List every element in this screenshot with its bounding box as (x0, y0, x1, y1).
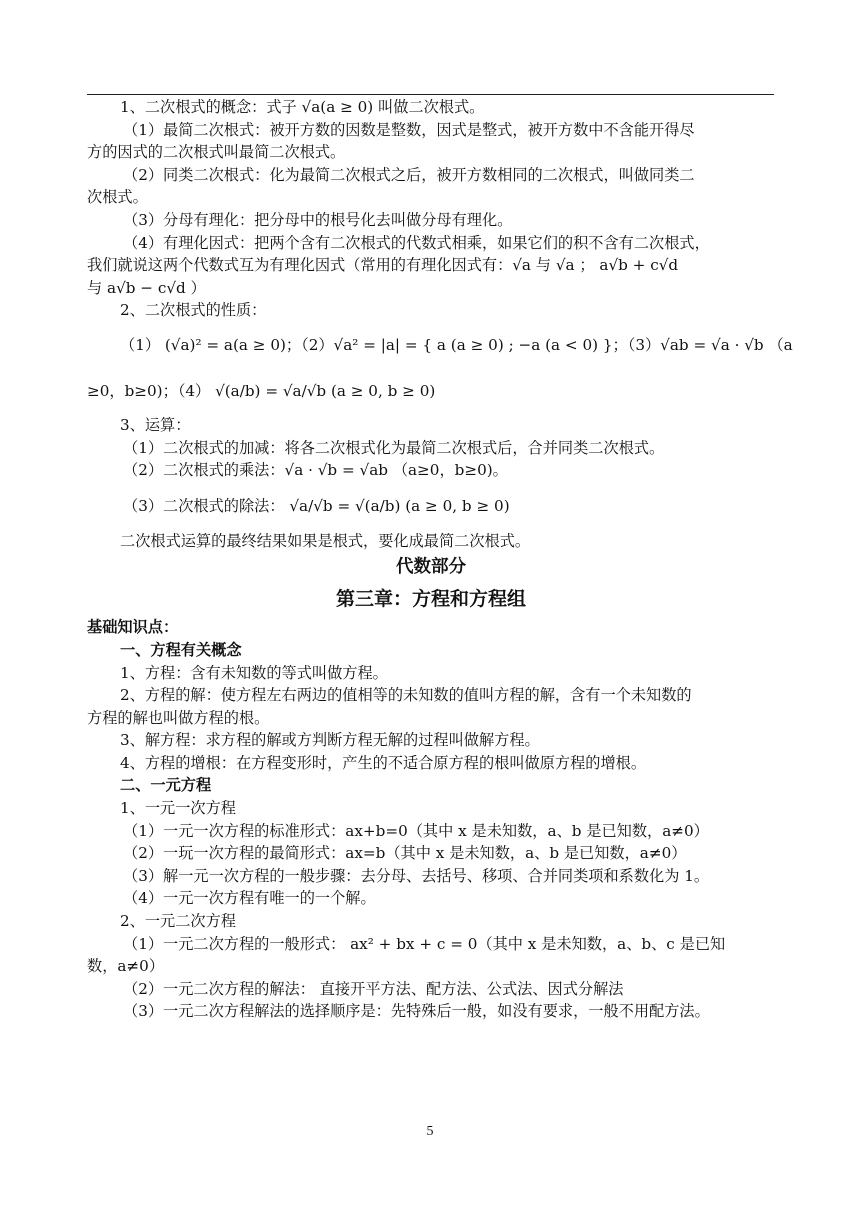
subsection-heading: 二、一元方程 (120, 776, 212, 795)
formula-line: （1） (√a)² = a(a ≥ 0)；（2）√a² = |a| = { a (a ≥ 0) ; −a (a < 0) }；（3）√ab = √a · √b （a (120, 335, 793, 354)
text-line: （3）一元二次方程解法的选择顺序是：先特殊后一般，如没有要求，一般不用配方法。 (123, 1002, 710, 1021)
text-line: 数，a≠0） (87, 957, 165, 976)
formula-line: （1）一元二次方程的一般形式： ax² + bx + c = 0（其中 x 是未知数，a、b、c 是已知 (123, 934, 726, 953)
text-line: 2、二次根式的性质： (120, 301, 267, 320)
text-line: （3）解一元一次方程的一般步骤：去分母、去括号、移项、合并同类项和系数化为 1。 (123, 866, 710, 885)
text-line: 我们就说这两个代数式互为有理化因式（常用的有理化因式有：√a 与 √a ； a√b + c√d (87, 256, 679, 275)
text-line: 与 a√b − c√d ） (87, 278, 206, 297)
page-number: 5 (426, 1124, 434, 1139)
formula-line: ≥0，b≥0)；（4） √(a/b) = √a/√b (a ≥ 0, b ≥ 0) (87, 381, 436, 400)
text-line: 1、一元一次方程 (120, 799, 236, 818)
section-heading: 代数部分 (396, 557, 466, 578)
subsection-heading: 一、方程有关概念 (120, 640, 242, 659)
header-rule (87, 94, 774, 95)
text-line: 3、运算： (120, 415, 191, 434)
text-line: 4、方程的增根：在方程变形时，产生的不适合原方程的根叫做原方程的增根。 (120, 753, 647, 772)
text-line: 方程的解也叫做方程的根。 (87, 708, 270, 727)
chapter-heading: 第三章：方程和方程组 (335, 588, 526, 611)
formula-line: （3）二次根式的除法： √a/√b = √(a/b) (a ≥ 0, b ≥ 0) (123, 496, 510, 515)
text-line: （1）最简二次根式：被开方数的因数是整数，因式是整式，被开方数中不含能开得尽 (123, 120, 695, 139)
text-line: （4）有理化因式：把两个含有二次根式的代数式相乘，如果它们的积不含有二次根式， (123, 233, 710, 252)
text-line: （2）一元二次方程的解法： 直接开平方法、配方法、公式法、因式分解法 (123, 979, 624, 998)
text-line: （2）同类二次根式：化为最简二次根式之后，被开方数相同的二次根式，叫做同类二 (123, 165, 695, 184)
text-line: 方的因式的二次根式叫最简二次根式。 (87, 143, 346, 162)
text-line: 1、二次根式的概念：式子 √a(a ≥ 0) 叫做二次根式。 (120, 98, 485, 116)
text-line: 1、方程：含有未知数的等式叫做方程。 (120, 663, 388, 682)
text-line: 2、方程的解：使方程左右两边的值相等的未知数的值叫方程的解，含有一个未知数的 (120, 686, 692, 705)
text-line: 次根式。 (87, 188, 148, 207)
text-line: （3）分母有理化：把分母中的根号化去叫做分母有理化。 (123, 210, 513, 229)
text-line: （4）一元一次方程有唯一的一个解。 (123, 889, 376, 908)
text-line: （2）一玩一次方程的最简形式：ax=b（其中 x 是未知数，a、b 是已知数，a≠0） (123, 844, 687, 863)
text-line: 3、解方程：求方程的解或方判断方程无解的过程叫做解方程。 (120, 731, 540, 750)
text-line: （1）二次根式的加减：将各二次根式化为最简二次根式后，合并同类二次根式。 (123, 438, 665, 457)
text-line: 二次根式运算的最终结果如果是根式，要化成最简二次根式。 (120, 531, 531, 550)
text-line: 2、一元二次方程 (120, 912, 236, 931)
text-line: （1）一元一次方程的标准形式：ax+b=0（其中 x 是未知数，a、b 是已知数，a≠0） (123, 821, 709, 840)
document-page (87, 96, 793, 1023)
formula-line: （2）二次根式的乘法：√a · √b = √ab （a≥0，b≥0)。 (123, 461, 508, 480)
subsection-label: 基础知识点： (87, 618, 179, 637)
